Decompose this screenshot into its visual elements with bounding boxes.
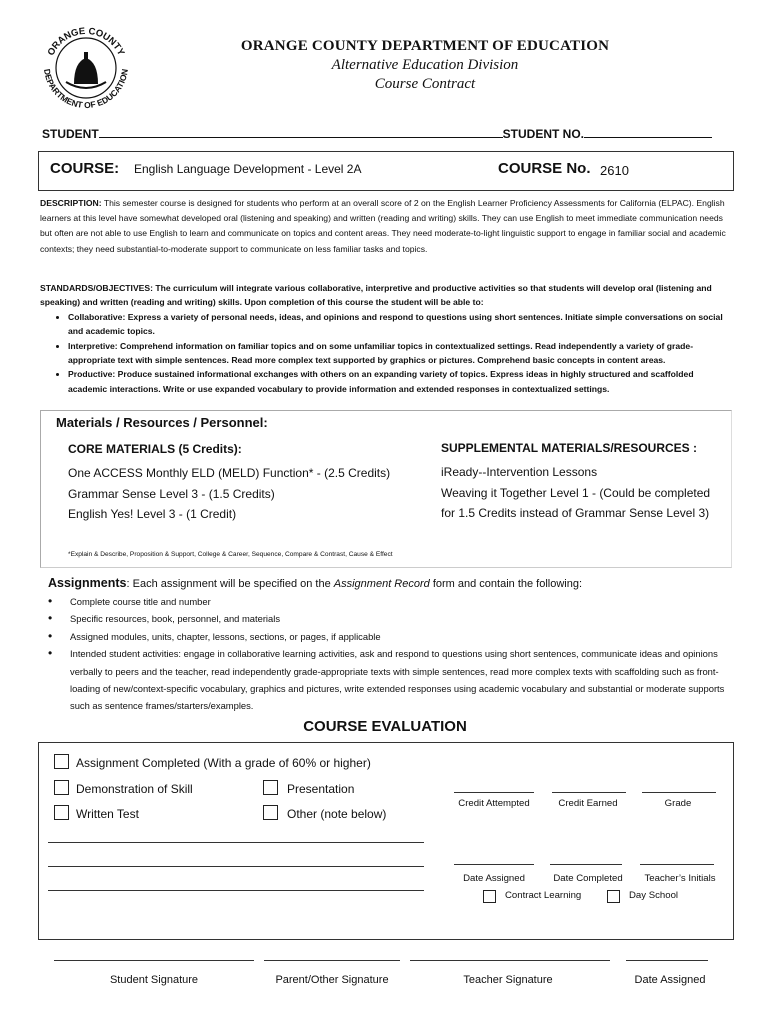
day-school-label: Day School xyxy=(629,890,679,901)
demonstration-checkbox[interactable] xyxy=(54,780,69,795)
credit-earned-label: Credit Earned xyxy=(558,798,618,809)
date-signature-label: Date Assigned xyxy=(634,974,706,986)
materials-title: Materials / Resources / Personnel: xyxy=(56,415,268,430)
standards-list xyxy=(40,310,730,396)
assignments-label: Assignments xyxy=(48,576,127,590)
standards-objectives xyxy=(40,281,730,396)
teacher-initials-label: Teacher’s Initials xyxy=(644,873,716,884)
credit-attempted-field[interactable] xyxy=(454,792,534,793)
course-evaluation-heading: COURSE EVALUATION xyxy=(303,718,467,735)
assignment-completed-label: Assignment Completed (With a grade of 60% or higher) xyxy=(76,756,371,770)
date-completed-label: Date Completed xyxy=(553,873,623,884)
assignment-item: • Intended student activities: engage in collaborative learning activities, ask and respond to questions using short sentences, communicate ideas and opinions verbally to peers and the teacher, read independently grade-appropriate texts with simple sentences, read more complex texts with scaffolding such as front-loading of new/context-specific vocabulary, graphics and pictures, write extended responses using academic vocabulary and substantial or moderate supports such as sentence frames/starters/examples. xyxy=(48,645,738,715)
teacher-initials-field[interactable] xyxy=(640,864,714,865)
assignment-completed-checkbox[interactable] xyxy=(54,754,69,769)
date-assigned-label: Date Assigned xyxy=(463,873,525,884)
teacher-signature-label: Teacher Signature xyxy=(463,974,553,986)
course-label: COURSE: xyxy=(50,160,120,177)
supplemental-materials-heading: SUPPLEMENTAL MATERIALS/RESOURCES : xyxy=(441,441,698,455)
credit-attempted-label: Credit Attempted xyxy=(458,798,530,809)
county-seal-logo xyxy=(36,18,136,118)
standard-collaborative: • Collaborative: Express a variety of personal needs, ideas, and opinions and respond to questions using short sentences. Initiate simple conversations on social and academic topics. xyxy=(68,310,730,339)
parent-signature-label: Parent/Other Signature xyxy=(275,974,389,986)
description-text: This semester course is designed for students who perform at an overall score of 2 on the English Learner Proficiency Assessments for California (ELPAC). English learners at this level have somewhat developed oral (listening and speaking) and written (reading and writing) skills. They can use English to meet immediate communication needs but often are not able to use English to learn and communicate on topics and content areas. They need moderate-to-light linguistic support to engage in familiar social and academic contexts; they need substantial-to-moderate support to communicate on less familiar tasks and topics. xyxy=(40,198,726,254)
day-school-checkbox[interactable] xyxy=(607,890,620,903)
student-signature-label: Student Signature xyxy=(109,974,199,986)
assignments-intro xyxy=(48,576,582,590)
date-completed-field[interactable] xyxy=(550,864,622,865)
supplemental-material-item: Weaving it Together Level 1 - (Could be completed for 1.5 Credits instead of Grammar Sense Level 3) xyxy=(441,485,711,520)
note-line[interactable] xyxy=(48,890,424,891)
date-assigned-field[interactable] xyxy=(454,864,534,865)
demonstration-label: Demonstration of Skill xyxy=(76,782,193,796)
note-line[interactable] xyxy=(48,842,424,843)
note-line[interactable] xyxy=(48,866,424,867)
presentation-label: Presentation xyxy=(287,782,355,796)
student-no-field[interactable] xyxy=(584,125,712,138)
parent-signature-line[interactable] xyxy=(264,960,400,961)
supplemental-material-item: iReady--Intervention Lessons xyxy=(441,465,598,479)
assignments-intro-tail: form and contain the following: xyxy=(429,578,583,590)
course-number-label: COURSE No. xyxy=(498,160,591,177)
svg-text:DEPARTMENT OF EDUCATION: DEPARTMENT OF EDUCATION xyxy=(42,68,130,111)
course-description xyxy=(40,196,730,257)
document-type: Course Contract xyxy=(374,76,476,92)
assignment-item: • Specific resources, book, personnel, and materials xyxy=(48,610,738,627)
student-no-label: STUDENT NO. xyxy=(502,127,585,141)
division-subtitle: Alternative Education Division xyxy=(331,57,519,73)
date-assigned-signature-line[interactable] xyxy=(626,960,708,961)
contract-learning-label: Contract Learning xyxy=(505,890,582,901)
supplemental-materials-list xyxy=(441,462,711,524)
standard-productive: • Productive: Produce sustained informational exchanges with others on an expanding variety of topics. Express ideas in highly structured and scaffolded academic interactions. Write or use expanded vocabulary to provide information and extended responses in contextualized settings. xyxy=(68,367,730,396)
presentation-checkbox[interactable] xyxy=(263,780,278,795)
student-row xyxy=(42,125,728,141)
core-material-item: One ACCESS Monthly ELD (MELD) Function* - (2.5 Credits) xyxy=(68,466,391,480)
assignments-intro-text: : Each assignment will be specified on the xyxy=(126,578,334,590)
assignment-item: • Complete course title and number xyxy=(48,593,738,610)
assignments-list xyxy=(48,593,738,715)
core-material-item: Grammar Sense Level 3 - (1.5 Credits) xyxy=(68,486,275,501)
other-checkbox[interactable] xyxy=(263,805,278,820)
svg-text:ORANGE COUNTY: ORANGE COUNTY xyxy=(45,25,127,58)
assignment-record-ref: Assignment Record xyxy=(333,578,430,590)
standards-intro: STANDARDS/OBJECTIVES: The curriculum will integrate various collaborative, interpretive and productive activities so that students will develop oral (listening and speaking) and written (reading and writing) skills. Upon completion of this course the student will be able to: xyxy=(40,283,712,308)
core-materials-list xyxy=(68,463,390,525)
contract-learning-checkbox[interactable] xyxy=(483,890,496,903)
teacher-signature-line[interactable] xyxy=(410,960,610,961)
core-material-item: English Yes! Level 3 - (1 Credit) xyxy=(68,507,237,521)
written-test-label: Written Test xyxy=(76,807,139,821)
course-name: English Language Development - Level 2A xyxy=(134,162,362,176)
student-label: STUDENT xyxy=(42,127,99,141)
evaluation-box xyxy=(38,742,734,940)
student-signature-line[interactable] xyxy=(54,960,254,961)
standard-interpretive: • Interpretive: Comprehend information on familiar topics and on some unfamiliar topics in contextualized settings. Read independently a variety of grade-appropriate text with simple sentences. Read more complex text supported by graphics or pictures. Comprehend basic concepts in content areas. xyxy=(68,339,730,368)
student-name-field[interactable] xyxy=(99,125,503,138)
grade-label: Grade xyxy=(664,798,692,809)
department-title: ORANGE COUNTY DEPARTMENT OF EDUCATION xyxy=(240,38,610,54)
credit-earned-field[interactable] xyxy=(552,792,626,793)
assignment-item: • Assigned modules, units, chapter, lessons, sections, or pages, if applicable xyxy=(48,628,738,645)
description-label: DESCRIPTION: xyxy=(40,198,102,208)
other-label: Other (note below) xyxy=(287,807,387,821)
grade-field[interactable] xyxy=(642,792,716,793)
written-test-checkbox[interactable] xyxy=(54,805,69,820)
materials-footnote: *Explain & Describe, Proposition & Support, College & Career, Sequence, Compare & Contrast, Cause & Effect xyxy=(68,551,393,558)
course-number-value: 2610 xyxy=(600,163,629,178)
core-materials-heading: CORE MATERIALS (5 Credits): xyxy=(68,442,242,456)
